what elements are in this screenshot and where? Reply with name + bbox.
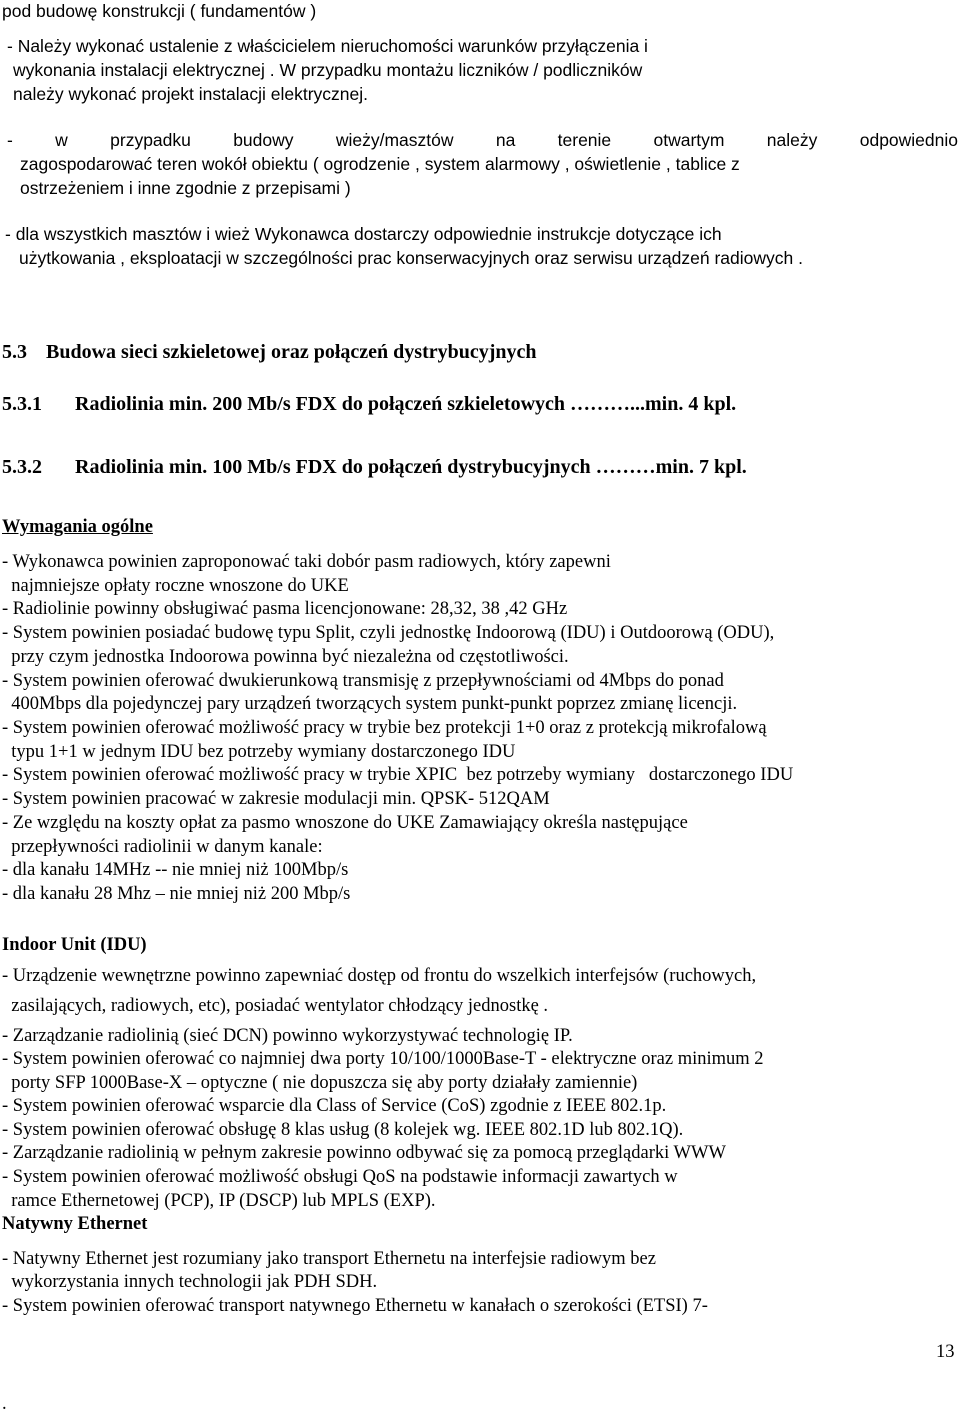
idu-line: - System powinien oferować możliwość obsługi QoS na podstawie informacji zawartych w [2, 1167, 678, 1187]
intro-para1-line1: - Należy wykonać ustalenie z właścicielem nieruchomości warunków przyłączenia i [7, 36, 648, 56]
requirements-line: - System powinien oferować dwukierunkową transmisję z przepływnościami od 4Mbps do ponad [2, 671, 724, 691]
section-heading [2, 341, 537, 363]
requirements-line: - Wykonawca powinien zaproponować taki dobór pasm radiowych, który zapewni [2, 552, 611, 572]
intro-heading: pod budowę konstrukcji ( fundamentów ) [2, 1, 317, 21]
subsection-heading-1 [2, 393, 736, 415]
section-number: 5.3 [2, 341, 27, 363]
idu-line: - Zarządzanie radiolinią (sieć DCN) powinno wykorzystywać technologię IP. [2, 1026, 573, 1046]
requirements-line: - Radiolinie powinny obsługiwać pasma licencjonowane: 28,32, 38 ,42 GHz [2, 599, 568, 619]
requirements-line: - System powinien oferować możliwość pracy w trybie bez protekcji 1+0 oraz z protekcją mikrofalową [2, 718, 767, 738]
intro-para2-line3: ostrzeżeniem i inne zgodnie z przepisami ) [20, 178, 351, 198]
idu-line: zasilających, radiowych, etc), posiadać wentylator chłodzący jednostkę . [2, 996, 549, 1016]
requirements-line: przy czym jednostka Indoorowa powinna być niezależna od częstotliwości. [2, 647, 569, 667]
idu-line: - Zarządzanie radiolinią w pełnym zakresie powinno odbywać się za pomocą przeglądarki WWW [2, 1143, 726, 1163]
native-heading: Natywny Ethernet [2, 1214, 148, 1234]
idu-line: ramce Ethernetowej (PCP), IP (DSCP) lub MPLS (EXP). [2, 1191, 436, 1211]
intro-para3-line1: - dla wszystkich masztów i wież Wykonawca dostarczy odpowiednie instrukcje dotyczące ich [5, 224, 722, 244]
requirements-line: - System powinien oferować możliwość pracy w trybie XPIC bez potrzeby wymiany dostarczonego IDU [2, 765, 794, 785]
requirements-heading: Wymagania ogólne [2, 517, 153, 537]
requirements-line: najmniejsze opłaty roczne wnoszone do UKE [2, 576, 349, 596]
native-line: wykorzystania innych technologii jak PDH SDH. [2, 1272, 378, 1292]
native-line: - Natywny Ethernet jest rozumiany jako transport Ethernetu na interfejsie radiowym bez [2, 1249, 656, 1269]
subsection-heading-2 [2, 456, 747, 478]
section-title: Budowa sieci szkieletowej oraz połączeń dystrybucyjnych [46, 341, 537, 363]
idu-line: - System powinien oferować obsługę 8 klas usług (8 kolejek wg. IEEE 802.1D lub 802.1Q). [2, 1120, 684, 1140]
footer-mark: . [2, 1394, 7, 1414]
requirements-line: - dla kanału 28 Mhz – nie mniej niż 200 Mbp/s [2, 884, 351, 904]
requirements-line: typu 1+1 w jednym IDU bez potrzeby wymiany dostarczonego IDU [2, 742, 516, 762]
requirements-line: - System powinien posiadać budowę typu Split, czyli jednostkę Indoorową (IDU) i Outdoorową (ODU), [2, 623, 775, 643]
idu-line: - System powinien oferować co najmniej dwa porty 10/100/1000Base-T - elektryczne oraz minimum 2 [2, 1049, 764, 1069]
subsection-title: Radiolinia min. 200 Mb/s FDX do połączeń szkieletowych ………...min. 4 kpl. [75, 393, 737, 415]
native-line: - System powinien oferować transport natywnego Ethernetu w kanałach o szerokości (ETSI) 7- [2, 1296, 708, 1316]
requirements-line: - System powinien pracować w zakresie modulacji min. QPSK- 512QAM [2, 789, 550, 809]
subsection-number: 5.3.2 [2, 456, 42, 478]
subsection-title: Radiolinia min. 100 Mb/s FDX do połączeń dystrybucyjnych ………min. 7 kpl. [75, 456, 747, 478]
requirements-line: przepływności radiolinii w danym kanale: [2, 837, 323, 857]
intro-para2-line1: - w przypadku budowy wieży/masztów na terenie otwartym należy odpowiednio [7, 130, 958, 150]
requirements-line: - Ze względu na koszty opłat za pasmo wnoszone do UKE Zamawiający określa następujące [2, 813, 688, 833]
requirements-line: - dla kanału 14MHz -- nie mniej niż 100Mbp/s [2, 860, 349, 880]
idu-line: - System powinien oferować wsparcie dla Class of Service (CoS) zgodnie z IEEE 802.1p. [2, 1096, 667, 1116]
requirements-line: 400Mbps dla pojedynczej pary urządzeń tworzących system punkt-punkt poprzez zmianę licencji. [2, 694, 738, 714]
page-number: 13 [936, 1342, 955, 1362]
subsection-number: 5.3.1 [2, 393, 42, 415]
idu-line: porty SFP 1000Base-X – optyczne ( nie dopuszcza się aby porty działały zamiennie) [2, 1073, 638, 1093]
idu-heading: Indoor Unit (IDU) [2, 935, 147, 955]
intro-para1-line2: wykonania instalacji elektrycznej . W przypadku montażu liczników / podliczników [13, 60, 643, 80]
idu-line: - Urządzenie wewnętrzne powinno zapewniać dostęp od frontu do wszelkich interfejsów (ruchowych, [2, 966, 757, 986]
intro-para3-line2: użytkowania , eksploatacji w szczególności prac konserwacyjnych oraz serwisu urządzeń radiowych . [19, 248, 803, 268]
intro-para2-line2: zagospodarować teren wokół obiektu ( ogrodzenie , system alarmowy , oświetlenie , tablice z [20, 154, 740, 174]
intro-para1-line3: należy wykonać projekt instalacji elektrycznej. [13, 84, 369, 104]
